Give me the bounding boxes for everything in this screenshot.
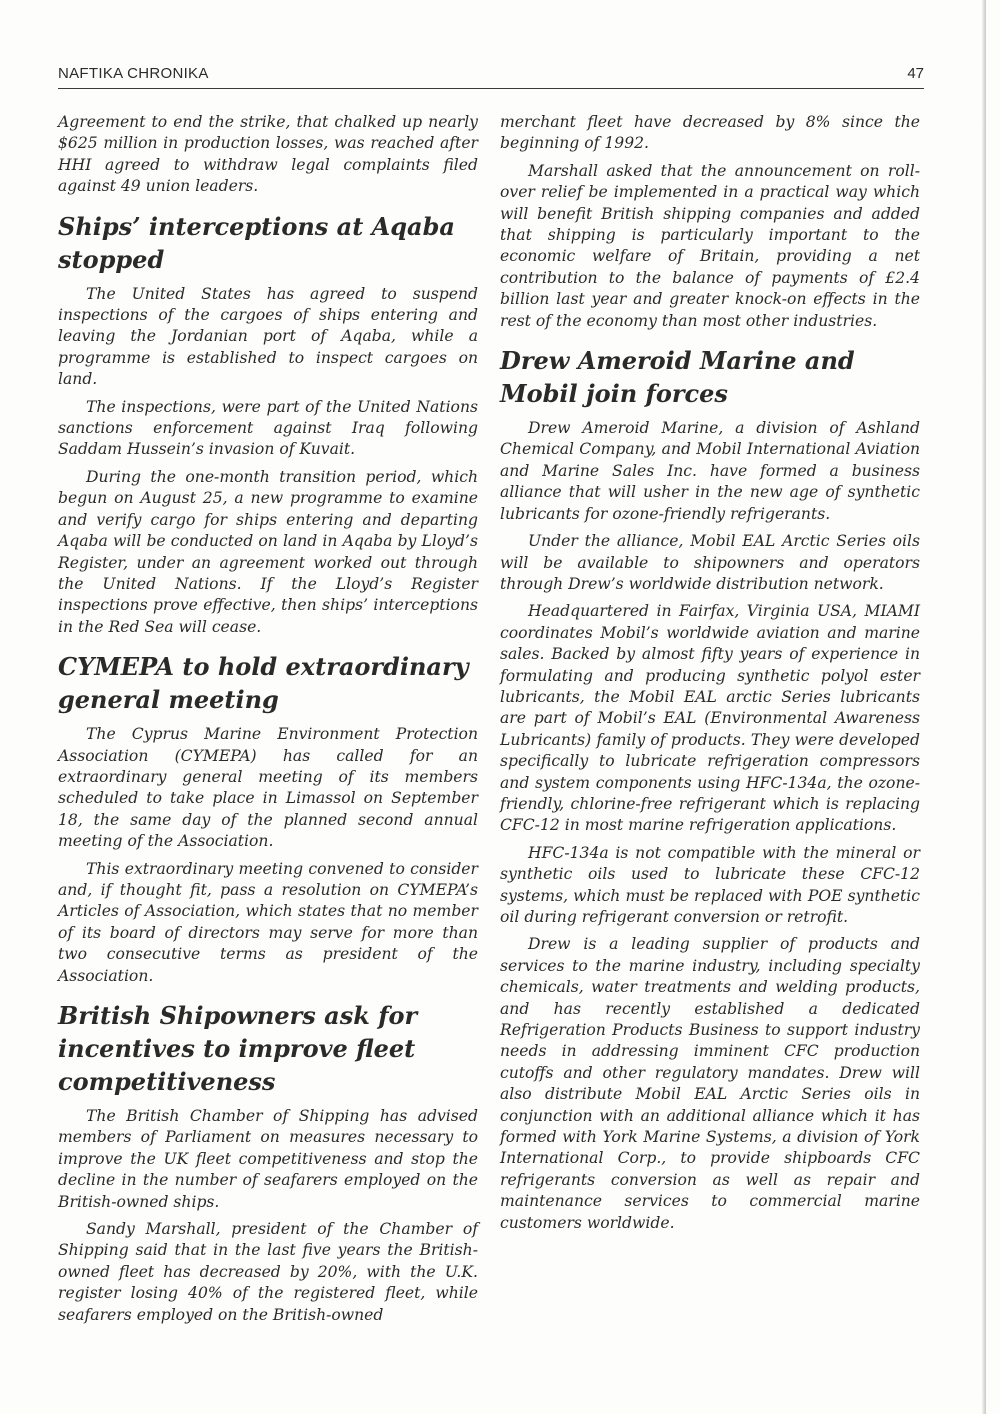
article-paragraph: Drew is a leading supplier of products and services to the marine industry, including specialty chemicals, water treatments and welding products, and has recently established a dedicated Refrigeration Products Business to support industry needs in addressing imminent CFC production cutoffs and other regulatory mandates. Drew will also distribute Mobil EAL Arctic Series oils in conjunction with an additional alliance which it has formed with York Marine Systems, a division of York International Corp., to provide shipboards CFC refrigerants conversion as well as repair and maintenance services to commercial marine customers worldwide. — [500, 935, 920, 1232]
article-paragraph: The inspections, were part of the United Nations sanctions enforcement against Iraq following Saddam Hussein’s invasion of Kuvait. — [58, 397, 478, 459]
article-paragraph: This extraordinary meeting convened to consider and, if thought fit, pass a resolution on CYMEPA’s Articles of Association, which states that no member of its board of directors may serve for more than two consecutive terms as president of the Association. — [58, 859, 478, 985]
article-paragraph: HFC-134a is not compatible with the mineral or synthetic oils used to lubricate these CFC-12 systems, which must be replaced with POE synthetic oil during refrigerant conversion or retrofit. — [500, 843, 920, 926]
article-paragraph: Marshall asked that the announcement on roll-over relief be implemented in a practical way which will benefit British shipping companies and added that shipping is particularly important to the economic welfare of Britain, providing a net contribution to the balance of payments of £2.4 billion last year and greater knock-on effects in the rest of the economy than most other industries. — [500, 161, 920, 330]
journal-title: NAFTIKA CHRONIKA — [58, 65, 209, 82]
article-paragraph: Sandy Marshall, president of the Chamber of Shipping said that in the last five years the British-owned fleet has decreased by 20%, with the U.K. register losing 40% of the registered fleet, while seafarers employed on the British-owned — [58, 1220, 478, 1324]
article-paragraph: The British Chamber of Shipping has advised members of Parliament on measures necessary to improve the UK fleet competitiveness and stop the decline in the number of seafarers employed on the British-owned ships. — [58, 1107, 478, 1211]
article-paragraph: Under the alliance, Mobil EAL Arctic Series oils will be available to shipowners and operators through Drew’s worldwide distribution network. — [500, 532, 920, 593]
right-column — [500, 112, 920, 1240]
left-column — [58, 112, 478, 1332]
article-paragraph: Drew Ameroid Marine, a division of Ashland Chemical Company, and Mobil International Aviation and Marine Sales Inc. have formed a business alliance that will usher in the new age of synthetic lubricants for ozone-friendly refrigerants. — [500, 419, 920, 523]
article-paragraph: The Cyprus Marine Environment Protection Association (CYMEPA) has called for an extraordinary general meeting of its members scheduled to take place in Limassol on September 18, the same day of the planned second annual meeting of the Association. — [58, 725, 478, 851]
article-paragraph: Headquartered in Fairfax, Virginia USA, MIAMI coordinates Mobil’s worldwide aviation and marine sales. Backed by almost fifty years of experience in formulating and producing synthetic polyol ester lubricants, the Mobil EAL arctic Series lubricants are part of Mobil’s EAL (Environmental Awareness Lubricants) family of products. They were developed specifically to lubricate refrigeration compressors and system components using HFC-134a, the ozone-friendly, chlorine-free refrigerant which is replacing CFC-12 in most marine refrigeration applications. — [500, 602, 920, 835]
article-heading-drew-mobil: Drew Ameroid Marine and Mobil join forces — [500, 346, 855, 409]
page-edge — [982, 0, 986, 1414]
continued-paragraph: merchant fleet have decreased by 8% since the beginning of 1992. — [500, 113, 920, 153]
article-heading-cymepa: CYMEPA to hold extraordinary general meeting — [58, 652, 469, 715]
running-header — [58, 64, 924, 86]
article-paragraph: During the one-month transition period, which begun on August 25, a new programme to examine and verify cargo for ships entering and departing Aqaba will be conducted on land in Aqaba by Lloyd’s Register, under an agreement worked out through the United Nations. If the Lloyd’s Register inspections prove effective, then ships’ interceptions in the Red Sea will cease. — [58, 467, 478, 636]
page-number: 47 — [907, 65, 924, 82]
article-heading-british-shipowners: British Shipowners ask for incentives to improve fleet competitiveness — [58, 1001, 418, 1096]
article-heading-aqaba: Ships’ interceptions at Aqaba stopped — [58, 211, 455, 274]
article-paragraph: The United States has agreed to suspend inspections of the cargoes of ships entering and leaving the Jordanian port of Aqaba, while a programme is established to inspect cargoes on land. — [58, 284, 478, 389]
header-rule — [58, 88, 924, 89]
continued-paragraph: Agreement to end the strike, that chalked up nearly $625 million in production losses, was reached after HHI agreed to withdraw legal complaints filed against 49 union leaders. — [58, 113, 478, 196]
